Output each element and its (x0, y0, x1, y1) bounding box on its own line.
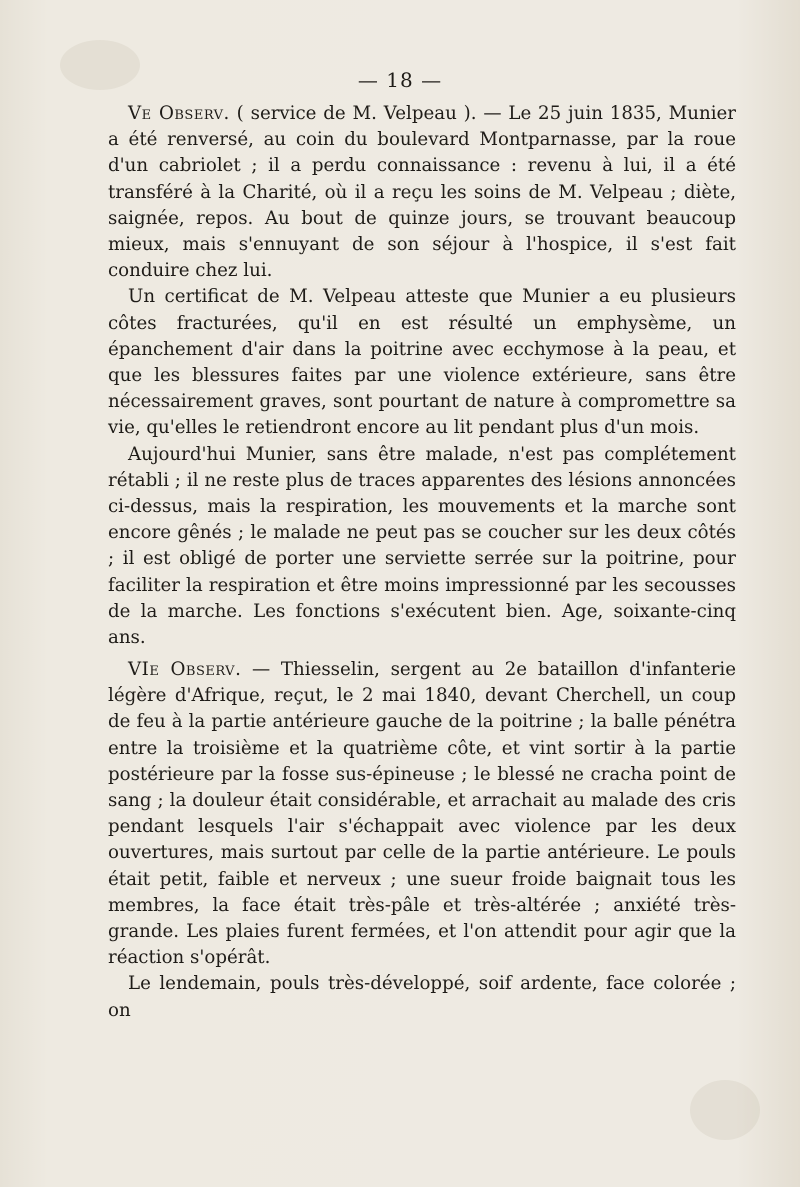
paragraph: Aujourd'hui Munier, sans être malade, n'est pas complétement rétabli ; il ne reste plus de traces apparentes des lésions annoncées ci-dessus, mais la respiration, les mouvements et la marche sont encore gênés ; le malade ne peut pas se coucher sur les deux côtés ; il est obligé de porter une serviette serrée sur la poitrine, pour faciliter la respiration et être moins impressionné par les secousses de la marche. Les fonctions s'exécutent bien. Age, soixante-cinq ans. (108, 443, 736, 649)
page-number: — 18 — (357, 68, 443, 92)
paragraph: Un certificat de M. Velpeau atteste que Munier a eu plusieurs côtes fracturées, qu'il en est résulté un emphysème, un épanchement d'air dans la poitrine avec ecchymose à la peau, et que les blessures faites par une violence extérieure, sans être nécessairement graves, sont pourtant de nature à compromettre sa vie, qu'elles le retiendront encore au lit pendant plus d'un mois. (108, 286, 736, 439)
observation-6 (108, 657, 736, 1024)
observation-label: Ve Observ. (128, 103, 230, 124)
paper-stain (690, 1080, 760, 1140)
observation-5 (108, 101, 736, 651)
paragraph (108, 657, 736, 971)
paragraph (108, 101, 736, 284)
observation-label: VIe Observ. (128, 659, 242, 680)
paragraph-text: ( service de M. Velpeau ). — Le 25 juin 1835, Munier a été renversé, au coin du boulevard Montparnasse, par la roue d'un cabriolet ; il a perdu connaissance : revenu à lui, il a été transféré à la Charité, où il a reçu les soins de M. Velpeau ; diète, saignée, repos. Au bout de quinze jours, se trouvant beaucoup mieux, mais s'ennuyant de son séjour à l'hospice, il s'est fait conduire chez lui. (108, 103, 736, 282)
paragraph-text: — Thiesselin, sergent au 2e bataillon d'infanterie légère d'Afrique, reçut, le 2 mai 1840, devant Cherchell, un coup de feu à la partie antérieure gauche de la poitrine ; la balle pénétra entre la troisième et la quatrième côte, et vint sortir à la partie postérieure par la fosse sus-épineuse ; le blessé ne cracha point de sang ; la douleur était considérable, et arrachait au malade des cris pendant lesquels l'air s'échappait avec violence par les deux ouvertures, mais surtout par celle de la partie antérieure. Le pouls était petit, faible et nerveux ; une sueur froide baignait tous les membres, la face était très-pâle et très-altérée ; anxiété très-grande. Les plaies furent fermées, et l'on attendit pour agir que la réaction s'opérât. (108, 659, 736, 969)
paragraph: Le lendemain, pouls très-développé, soif ardente, face colorée ; on (108, 973, 736, 1021)
